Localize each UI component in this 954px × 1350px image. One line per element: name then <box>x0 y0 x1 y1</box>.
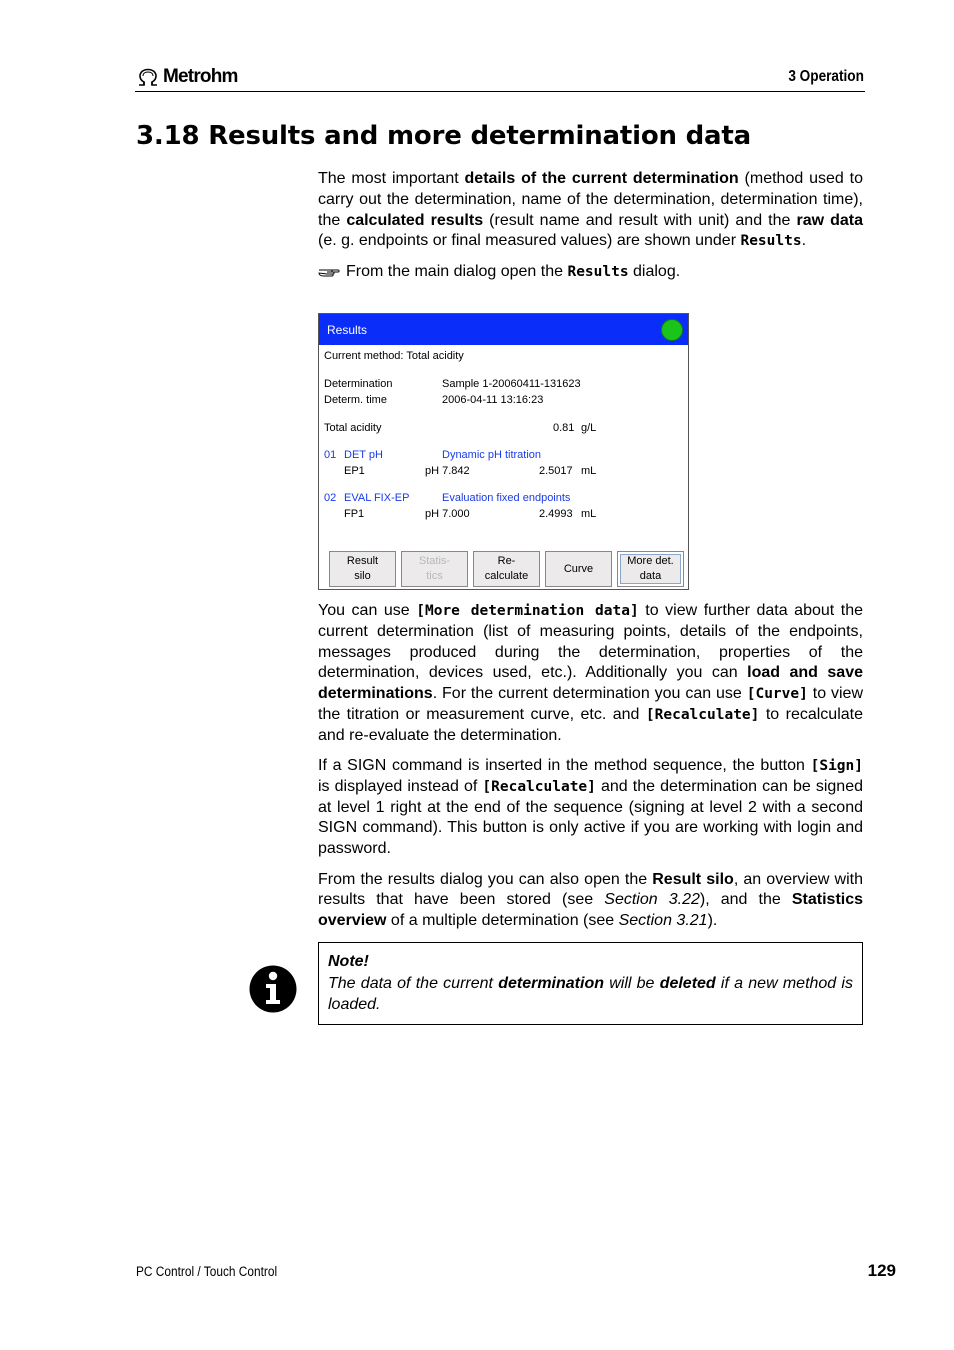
page-number: 129 <box>867 1261 896 1280</box>
curve-button[interactable]: Curve <box>545 551 612 587</box>
note-text: The data of the current determination will be deleted if a new method is loaded. <box>328 975 853 1013</box>
time-value: 2006-04-11 13:16:23 <box>442 394 544 406</box>
statistics-button[interactable]: Statis- tics <box>401 551 468 587</box>
time-label: Determ. time <box>324 394 387 406</box>
command-2-name: EVAL FIX-EP <box>344 492 410 504</box>
recalculate-button[interactable]: Re- calculate <box>473 551 540 587</box>
paragraph-3: You can use [More determination data] to view further data about the current determination (list of measuring points, details of the endpoints, messages produced during the determination, properties of the determination, devices used, etc.). Additionally you can load and save determinations. For the current determination you can use [Curve] to view the titration or measurement curve, etc. and [Recalculate] to recalculate and re-evaluate the determination. <box>318 602 864 744</box>
command-1-number: 01 <box>324 449 337 461</box>
brand-name: Metrohm <box>163 66 238 87</box>
command-1-description: Dynamic pH titration <box>442 449 542 461</box>
endpoint-1-label: EP1 <box>344 465 365 477</box>
paragraph-1: The most important details of the current determination (method used to carry out the determination, name of the determination, determination time), the calculated results (result name and result with unit) and the raw data (e. g. endpoints or final measured values) are shown under Results. <box>318 170 864 250</box>
dialog-title: Results <box>327 323 368 337</box>
paragraph-5: From the results dialog you can also open the Result silo, an overview with results that have been stored (see Section 3.22), and the Statistics overview of a multiple determination (see Section 3.21). <box>318 870 864 930</box>
dialog-title-bar <box>319 314 688 345</box>
info-icon <box>249 965 297 1013</box>
result-silo-button[interactable]: Result silo <box>329 551 396 587</box>
result-unit: g/L <box>581 422 597 434</box>
result-value: 0.81 <box>553 422 575 434</box>
endpoint-1-unit: mL <box>581 465 597 477</box>
more-det-data-button[interactable]: More det. data <box>617 551 684 587</box>
pointing-hand-icon <box>318 266 340 278</box>
instruction-line: From the main dialog open the Results dialog. <box>318 262 863 283</box>
fixed-endpoint-1-volume: 2.4993 <box>539 508 573 520</box>
fixed-endpoint-1-unit: mL <box>581 508 597 520</box>
header-divider <box>135 91 865 92</box>
fixed-endpoint-1-label: FP1 <box>344 508 365 520</box>
brand-logo <box>137 66 238 88</box>
endpoint-1-volume: 2.5017 <box>539 465 573 477</box>
fixed-endpoint-1-ph: pH 7.000 <box>425 508 470 520</box>
command-1-name: DET pH <box>344 449 383 461</box>
section-title: 3.18 Results and more determination data <box>136 121 751 151</box>
result-name: Total acidity <box>324 422 382 434</box>
determination-value: Sample 1-20060411-131623 <box>442 378 581 390</box>
paragraph-4: If a SIGN command is inserted in the method sequence, the button [Sign] is displayed instead of [Recalculate] and the determination can be signed at level 1 right at the end of the sequence (signing at level 2 with a second SIGN command). This button is only active if you are working with login and password. <box>318 757 863 858</box>
status-led-icon <box>661 319 683 341</box>
omega-logo-icon <box>137 68 159 86</box>
command-2-number: 02 <box>324 492 337 504</box>
endpoint-1-ph: pH 7.842 <box>425 465 470 477</box>
determination-label: Determination <box>324 378 393 390</box>
footer-product: PC Control / Touch Control <box>136 1264 278 1279</box>
body-text-intro <box>318 169 863 282</box>
command-2-description: Evaluation fixed endpoints <box>442 492 571 504</box>
current-method: Current method: Total acidity <box>324 350 464 362</box>
body-text-details <box>318 601 863 941</box>
note-title: Note! <box>328 953 369 970</box>
note-box <box>318 942 863 1025</box>
chapter-label: 3 Operation <box>788 68 864 85</box>
results-dialog <box>318 313 689 590</box>
